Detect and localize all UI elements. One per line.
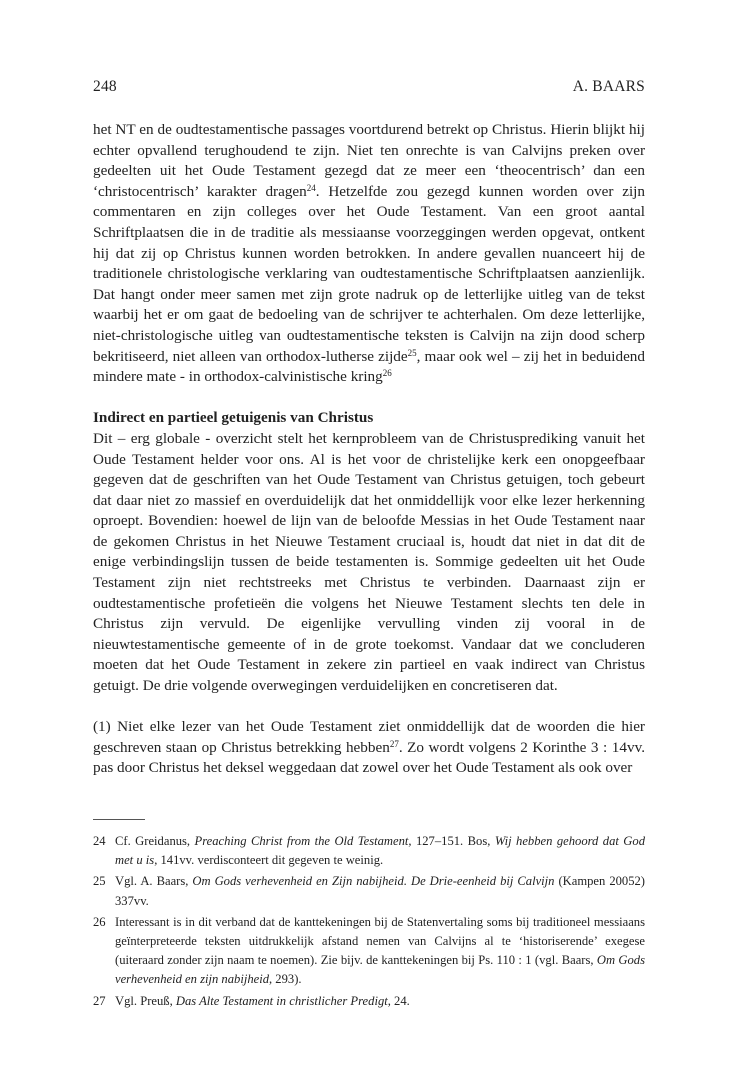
footnote-ref-24[interactable]: 24 [306, 182, 316, 193]
footnote-ref-27[interactable]: 27 [389, 738, 399, 749]
page-number: 248 [93, 78, 117, 95]
footnote-27: 27 Vgl. Preuß, Das Alte Testament in christlicher Predigt, 24. [93, 992, 645, 1011]
footnotes [93, 832, 645, 1013]
section-paragraph: Indirect en partieel getuigenis van Christus Dit – erg globale - overzicht stelt het kernprobleem van de Christusprediking vanuit het Oude Testament helder voor ons. Al is het voor de christelijke kerk een onopgeefbaar gegeven dat de geschriften van het Oude Testament van Christus getuigen, toch gebeurt dat daar niet zo massief en overduidelijk dat het onmiddellijk voor elke lezer herkenning oproept. Bovendien: hoewel de lijn van de beloofde Messias in het Oude Testament naar de gekomen Christus in het Nieuwe Testament cruciaal is, houdt dat niet in dat dit de enige verbindingslijn tussen de beide testamenten is. Sommige gedeelten uit het Oude Testament zijn niet rechtstreeks met Christus te verbinden. Daarnaast zijn er oudtestamentische profetieën die volgens het Nieuwe Testament slechts ten dele in Christus zijn vervuld. De eigenlijke vervulling vinden zij vooral in de nieuwtestamentische gemeente of in de grote toekomst. Vandaar dat we concluderen moeten dat het Oude Testament in zekere zin partieel en vaak indirect van Christus getuigt. De drie volgende overwegingen verduidelijken en concretiseren dat. [93, 409, 645, 695]
footnote-number: 24 [93, 834, 106, 848]
body-text [93, 120, 645, 779]
footnote-number: 26 [93, 914, 106, 929]
footnote-divider [93, 819, 145, 820]
footnote-ref-26[interactable]: 26 [382, 368, 392, 379]
section-heading: Indirect en partieel getuigenis van Christus [93, 409, 374, 427]
footnote-24: 24 Cf. Greidanus, Preaching Christ from the Old Testament, 127–151. Bos, Wij hebben gehoord dat God met u is, 141vv. verdisconteert dit gegeven te weinig. [93, 834, 645, 868]
footnote-number: 27 [93, 993, 106, 1008]
paragraph-calvin-exegesis: het NT en de oudtestamentische passages voortdurend betrekt op Christus. Hierin blijkt hij echter opvallend terughoudend te zijn. Niet ten onrechte is van Calvijns preken over gedeelten uit het Oude Testament gezegd dat ze meer een ‘theocentrisch’ dan een ‘christocentrisch’ karakter dragen$^{24}$. Hetzelfde zou gezegd kunnen worden over zijn commentaren en zijn colleges over het Oude Testament. Van een groot aantal Schriftplaatsen die in de traditie als messiaanse voorzeggingen werden opgevat, ontkent hij dat zij op Christus kunnen worden betrokken. In andere gevallen nuanceert hij de traditionele christologische verklaring van oudtestamentische Schriftplaatsen aanzienlijk. Dat hangt onder meer samen met zijn grote nadruk op de letterlijke uitleg van de tekst waarbij het er om gaat de bedoeling van de schrijver te achterhalen. Om deze letterlijke, niet-christologische uitleg van oudtestamentische teksten is Calvijn na zijn dood scherp bekritiseerd, niet alleen van orthodox-lutherse zijde$^{25}$, maar ook wel – zij het in beduidend mindere mate - in orthodox-calvinistische kring$^{26}$ [93, 121, 645, 386]
footnote-25: 25 Vgl. A. Baars, Om Gods verhevenheid en Zijn nabijheid. De Drie-eenheid bij Calvijn (Kampen 20052) 337vv. [93, 874, 645, 908]
paragraph-point-1: (1) Niet elke lezer van het Oude Testament ziet onmiddellijk dat de woorden die hier geschreven staan op Christus betrekking hebben$^{27}$. Zo wordt volgens 2 Korinthe 3 : 14vv. pas door Christus het deksel weggedaan dat zowel over het Oude Testament als ook over [93, 718, 645, 777]
footnote-number: 25 [93, 874, 106, 889]
footnote-26: 26 Interessant is in dit verband dat de kanttekeningen bij de Statenvertaling soms bij traditioneel messiaans geïnterpreteerde teksten uitdrukkelijk afstand nemen van Calvijns al te ‘historiserende’ exegese (uiteraard zonder zijn naam te noemen). Zie bijv. de kanttekeningen bij Ps. 110 : 1 (vgl. Baars, Om Gods verhevenheid en zijn nabijheid, 293). [93, 914, 645, 987]
footnote-ref-25[interactable]: 25 [407, 347, 417, 358]
running-head-author: A. BAARS [572, 78, 645, 95]
